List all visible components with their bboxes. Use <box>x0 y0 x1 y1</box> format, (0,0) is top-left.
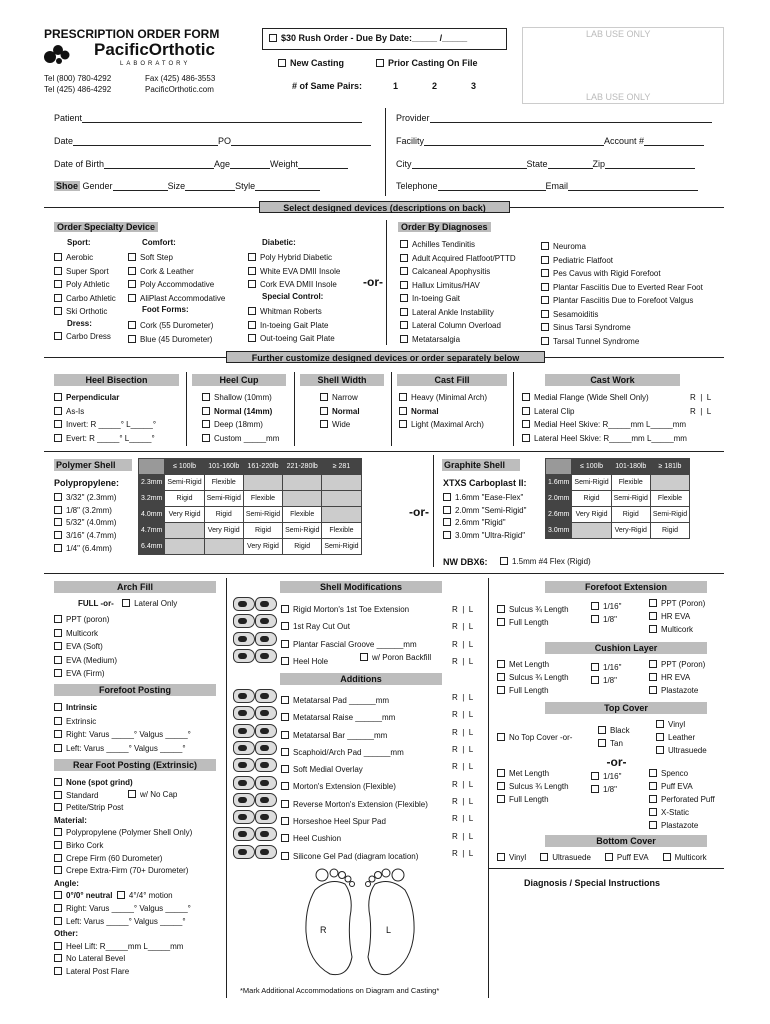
polymer-option-1[interactable]: 1/8" (3.2mm) <box>54 505 116 518</box>
polymer-option-4[interactable]: 1/4" (6.4mm) <box>54 543 116 556</box>
top-cover-2-option[interactable]: 1/8" <box>591 783 643 796</box>
arch-fill-option-4[interactable]: EVA (Firm) <box>54 667 117 681</box>
table-row: 2.0mm Rigid Semi-Rigid Flexible <box>546 491 690 507</box>
table-header: 161-220lb <box>243 459 282 475</box>
addition-option-4[interactable]: Soft Medial Overlay <box>281 761 428 778</box>
forefoot-posting-title: Forefoot Posting <box>54 684 216 696</box>
table-header: 101-160lb <box>204 459 243 475</box>
diabetic-heading: Diabetic: <box>262 238 296 247</box>
addition-option-0[interactable]: Metatarsal Pad ______mm <box>281 692 428 709</box>
top-cover-2-option[interactable]: Met Length <box>497 767 585 780</box>
diagnosis-option-7[interactable]: Metatarsalgia <box>400 333 516 347</box>
material-heading: Material: <box>54 815 87 825</box>
shell-width-option-2[interactable]: Wide <box>320 418 360 432</box>
foot-icon <box>255 758 277 772</box>
foot-icon <box>255 649 277 663</box>
material-option-3[interactable]: Crepe Extra-Firm (70+ Durometer) <box>54 865 192 878</box>
shell-mod-option-1[interactable]: 1st Ray Cut Out <box>281 618 417 635</box>
addition-option-6[interactable]: Reverse Morton's Extension (Flexible) <box>281 796 428 813</box>
foot-icon <box>233 632 255 646</box>
arch-fill-title: Arch Fill <box>54 581 216 593</box>
pairs-label: # of Same Pairs: <box>292 81 363 91</box>
polymer-option-0[interactable]: 3/32" (2.3mm) <box>54 492 116 505</box>
addition-option-2[interactable]: Metatarsal Bar ______mm <box>281 727 428 744</box>
rush-label: $30 Rush Order - Due By Date:_____ /_____ <box>281 33 468 43</box>
special-control-option-0[interactable]: Whitman Roberts <box>248 305 335 319</box>
polymer-table <box>138 458 362 555</box>
polymer-option-3[interactable]: 3/16" (4.7mm) <box>54 530 116 543</box>
top-cover-2-option[interactable]: Sulcus ¾ Length <box>497 780 585 793</box>
diagnosis-option-3[interactable]: Hallux Limitus/HAV <box>400 279 516 293</box>
patient-field[interactable] <box>82 115 362 123</box>
new-casting[interactable]: New Casting <box>278 58 344 68</box>
zip-field[interactable] <box>605 161 695 169</box>
diagnoses-title: Order By Diagnoses <box>398 222 491 232</box>
diagram-note: *Mark Additional Accommodations on Diagram and Casting* <box>240 986 440 995</box>
specialty-title: Order Specialty Device <box>54 222 158 232</box>
foot-icon <box>233 614 255 628</box>
cushion-option[interactable]: Plastazote <box>649 684 729 697</box>
graphite-table <box>545 458 690 539</box>
polymer-option-2[interactable]: 5/32" (4.0mm) <box>54 517 116 530</box>
arch-fill-option-3[interactable]: EVA (Medium) <box>54 654 117 668</box>
foot-icon <box>255 689 277 703</box>
rearfoot-title: Rear Foot Posting (Extrinsic) <box>54 759 216 771</box>
table-row: 3.0mm Very-Rigid Rigid <box>546 523 690 539</box>
rl-marker[interactable]: R | L <box>452 831 474 841</box>
diagnosis-option-2[interactable]: Calcaneal Apophysitis <box>400 265 516 279</box>
forefoot-ext-option[interactable]: 1/16" <box>591 600 643 613</box>
polymer-sub: Polypropylene: <box>54 478 120 488</box>
arch-fill-option-0[interactable]: PPT (poron) <box>54 613 117 627</box>
rl-marker[interactable]: R | L <box>452 622 474 632</box>
sport-heading: Sport: <box>67 238 91 247</box>
diagnosis-option-b-4[interactable]: Plantar Fasciitis Due to Forefoot Valgus <box>541 294 703 308</box>
lab-use-label-2: LAB USE ONLY <box>586 92 651 102</box>
pairs-2[interactable]: 2 <box>432 81 438 91</box>
top-cover-2-option[interactable]: Perforated Puff <box>649 793 729 806</box>
bottom-cover-option[interactable]: Multicork <box>663 853 707 862</box>
foot-form-option-1[interactable]: Blue (45 Durometer) <box>128 333 213 347</box>
foot-icon <box>233 758 255 772</box>
cast-work-rl: R | L R | L <box>690 393 712 416</box>
other-option-1[interactable]: No Lateral Bevel <box>54 953 192 966</box>
foot-icon <box>233 597 255 611</box>
diagnosis-option-b-5[interactable]: Sesamoiditis <box>541 308 703 322</box>
foot-icon <box>255 632 277 646</box>
cushion-title: Cushion Layer <box>545 642 707 654</box>
phone-2: Tel (425) 486-4292 <box>44 85 112 94</box>
divider <box>385 108 386 196</box>
cast-work-title: Cast Work <box>545 374 680 386</box>
date-field[interactable] <box>73 138 218 146</box>
special-control-option-2[interactable]: Out-toeing Gait Plate <box>248 332 335 346</box>
rl-marker[interactable]: R | L <box>452 710 474 720</box>
table-header: 221-280lb <box>283 459 322 475</box>
foot-icon <box>255 810 277 824</box>
foot-diagram[interactable] <box>290 862 430 982</box>
lab-use-label: LAB USE ONLY <box>586 29 651 39</box>
sport-option-2[interactable]: Poly Athletic <box>54 278 116 292</box>
angle-heading: Angle: <box>54 878 79 888</box>
sport-option-1[interactable]: Super Sport <box>54 265 116 279</box>
table-header: ≤ 100lb <box>572 459 611 475</box>
website: PacificOrthotic.com <box>145 85 214 94</box>
rl-marker[interactable]: R | L <box>452 745 474 755</box>
top-cover-option[interactable]: Ultrasuede <box>656 744 736 757</box>
foot-icon <box>233 649 255 663</box>
diabetic-option-1[interactable]: White EVA DMII Insole <box>248 265 340 279</box>
forefoot-ext-option[interactable]: Full Length <box>497 616 585 629</box>
sport-option-4[interactable]: Ski Orthotic <box>54 305 116 319</box>
table-header: ≥ 281 <box>322 459 361 475</box>
addition-option-9[interactable]: Silicone Gel Pad (diagram location) <box>281 848 428 865</box>
material-option-1[interactable]: Birko Cork <box>54 840 192 853</box>
cast-work-option-1[interactable]: Lateral Clip <box>522 405 687 419</box>
pairs-3[interactable]: 3 <box>471 81 477 91</box>
rl-marker[interactable]: R | L <box>452 656 474 666</box>
form-title: PRESCRIPTION ORDER FORM <box>44 27 220 41</box>
foot-icon <box>255 706 277 720</box>
facility-field[interactable] <box>424 138 604 146</box>
city-field[interactable] <box>412 161 527 169</box>
graphite-title: Graphite Shell <box>442 459 520 471</box>
heel-cup-title: Heel Cup <box>192 374 286 386</box>
top-cover-option[interactable]: Black <box>598 724 650 737</box>
graphite-option-3[interactable]: 3.0mm "Ultra-Rigid" <box>443 530 526 543</box>
rearfoot-option-0[interactable]: None (spot grind) <box>54 777 192 790</box>
carbo-dress[interactable]: Carbo Dress <box>54 332 111 341</box>
rl-marker[interactable]: R | L <box>452 605 474 614</box>
shoe-label: Shoe <box>56 181 79 191</box>
table-row: 4.0mm Very Rigid Rigid Semi-Rigid Flexible <box>139 507 362 523</box>
cushion-option[interactable]: 1/16" <box>591 661 643 674</box>
table-header: 101-180lb <box>611 459 650 475</box>
table-header: ≥ 181lb <box>650 459 689 475</box>
diagnosis-option-b-7[interactable]: Tarsal Tunnel Syndrome <box>541 335 703 349</box>
top-cover-option[interactable]: Tan <box>598 737 650 750</box>
top-cover-2-option[interactable]: X-Static <box>649 806 729 819</box>
diagnosis-option-6[interactable]: Lateral Column Overload <box>400 319 516 333</box>
special-control-option-1[interactable]: In-toeing Gait Plate <box>248 319 335 333</box>
dress-heading: Dress: <box>67 319 92 328</box>
foot-icon <box>255 741 277 755</box>
other-option-2[interactable]: Lateral Post Flare <box>54 966 192 979</box>
table-row: 2.3mm Semi-Rigid Flexible <box>139 475 362 491</box>
diabetic-option-0[interactable]: Poly Hybrid Diabetic <box>248 251 340 265</box>
arch-fill-option-2[interactable]: EVA (Soft) <box>54 640 117 654</box>
diagram-l: L <box>386 925 392 935</box>
special-control-heading: Special Control: <box>262 292 324 301</box>
shell-mod-option-0[interactable]: Rigid Morton's 1st Toe Extension <box>281 601 417 618</box>
or-divider-3: -or- <box>606 755 627 769</box>
foot-icon <box>233 776 255 790</box>
graphite-option-1[interactable]: 2.0mm "Semi-Rigid" <box>443 505 526 518</box>
comfort-option-1[interactable]: Cork & Leather <box>128 265 225 279</box>
rl-marker[interactable]: R | L <box>452 779 474 789</box>
rl-marker[interactable]: R | L <box>452 639 474 649</box>
other-option-0[interactable]: Heel Lift: R_____mm L_____mm <box>54 941 192 954</box>
weight-field[interactable] <box>298 161 348 169</box>
diagnosis-option-b-1[interactable]: Pediatric Flatfoot <box>541 254 703 268</box>
cushion-option[interactable]: HR EVA <box>649 671 729 684</box>
table-header: ≤ 100lb <box>165 459 204 475</box>
rearfoot-option-2[interactable]: Petite/Strip Post <box>54 802 192 815</box>
angle-option-0[interactable]: Right: Varus _____° Valgus _____° <box>54 903 192 916</box>
email-field[interactable] <box>568 183 698 191</box>
foot-icon <box>255 793 277 807</box>
lateral-only[interactable]: Lateral Only <box>134 599 178 608</box>
sport-option-0[interactable]: Aerobic <box>54 251 116 265</box>
other-heading: Other: <box>54 929 78 939</box>
cushion-option[interactable]: 1/8" <box>591 674 643 687</box>
heel-cup-option-2[interactable]: Deep (18mm) <box>202 418 279 432</box>
heel-bisection-option-2[interactable]: Invert: R _____° L_____° <box>54 418 156 432</box>
comfort-heading: Comfort: <box>142 238 176 247</box>
graphite-option-2[interactable]: 2.6mm "Rigid" <box>443 517 526 530</box>
nw-label: NW DBX6: <box>443 557 488 567</box>
foot-icon <box>233 827 255 841</box>
foot-icon <box>233 724 255 738</box>
foot-icon <box>233 793 255 807</box>
comfort-option-0[interactable]: Soft Step <box>128 251 225 265</box>
cushion-option[interactable]: Full Length <box>497 684 585 697</box>
graphite-option-0[interactable]: 1.6mm "Ease-Flex" <box>443 492 526 505</box>
foot-icon <box>255 776 277 790</box>
cushion-option[interactable]: PPT (Poron) <box>649 658 729 671</box>
table-row: 6.4mm Very Rigid Rigid Semi-Rigid <box>139 539 362 555</box>
nw-option[interactable]: 1.5mm #4 Flex (Rigid) <box>500 557 591 566</box>
forefoot-ext-option[interactable]: HR EVA <box>649 610 729 623</box>
cast-work-option-3[interactable]: Lateral Heel Skive: R_____mm L_____mm <box>522 432 687 446</box>
diagnosis-option-5[interactable]: Lateral Ankle Instability <box>400 306 516 320</box>
heel-cup-option-3[interactable]: Custom _____mm <box>202 432 279 446</box>
shell-width-option-0[interactable]: Narrow <box>320 391 360 405</box>
foot-icon <box>233 845 255 859</box>
state-field[interactable] <box>548 161 593 169</box>
angle-option-1[interactable]: Left: Varus _____° Valgus _____° <box>54 916 192 929</box>
diagnosis-option-4[interactable]: In-toeing Gait <box>400 292 516 306</box>
addition-option-8[interactable]: Heel Cushion <box>281 830 428 847</box>
shell-width-option-1[interactable]: Normal <box>320 405 360 419</box>
shell-mod-option-2[interactable]: Plantar Fascial Groove ______mm <box>281 636 417 653</box>
forefoot-ext-option[interactable]: Sulcus ¾ Length <box>497 603 585 616</box>
forefoot-posting-option-1[interactable]: Extrinsic <box>54 715 191 729</box>
graphite-sub: XTXS Carboplast II: <box>443 478 527 488</box>
forefoot-ext-title: Forefoot Extension <box>545 581 707 593</box>
rl-marker[interactable]: R | L <box>452 796 474 806</box>
forefoot-posting-option-0[interactable]: Intrinsic <box>54 701 191 715</box>
forefoot-posting-option-3[interactable]: Left: Varus _____° Valgus _____° <box>54 742 191 756</box>
no-top-cover[interactable]: No Top Cover -or- <box>497 731 592 757</box>
top-cover-option[interactable]: Leather <box>656 731 736 744</box>
forefoot-posting-option-2[interactable]: Right: Varus _____° Valgus _____° <box>54 728 191 742</box>
fax: Fax (425) 486-3553 <box>145 74 216 83</box>
material-option-2[interactable]: Crepe Firm (60 Durometer) <box>54 853 192 866</box>
foot-icon <box>233 706 255 720</box>
comfort-option-2[interactable]: Poly Accommodative <box>128 278 225 292</box>
prior-casting[interactable]: Prior Casting On File <box>376 58 478 68</box>
rush-checkbox[interactable] <box>269 34 277 42</box>
heel-bisection-option-3[interactable]: Evert: R _____° L_____° <box>54 432 156 446</box>
diagnosis-option-b-0[interactable]: Neuroma <box>541 240 703 254</box>
foot-icon <box>255 845 277 859</box>
bottom-cover-option[interactable]: Vinyl <box>497 853 526 862</box>
material-option-0[interactable]: Polypropylene (Polymer Shell Only) <box>54 827 192 840</box>
cast-fill-option-0[interactable]: Heavy (Minimal Arch) <box>399 391 487 405</box>
top-cover-2-option[interactable]: Plastazote <box>649 819 729 832</box>
angle-neutral[interactable]: 0°/0° neutral 4°/4° motion <box>54 890 192 903</box>
cast-fill-option-2[interactable]: Light (Maximal Arch) <box>399 418 487 432</box>
dob-field[interactable] <box>104 161 214 169</box>
style-field[interactable] <box>255 183 320 191</box>
logo-subtext: LABORATORY <box>120 61 191 67</box>
logo-text: PacificOrthotic <box>94 40 215 59</box>
foot-icon <box>255 614 277 628</box>
diagnosis-instructions-label: Diagnosis / Special Instructions <box>524 878 661 888</box>
rl-marker[interactable]: R | L <box>452 848 474 858</box>
cushion-option[interactable]: Sulcus ¾ Length <box>497 671 585 684</box>
cast-work-option-0[interactable]: Medial Flange (Wide Shell Only) <box>522 391 687 405</box>
top-cover-2-option[interactable]: Full Length <box>497 793 585 806</box>
top-cover-title: Top Cover <box>545 702 707 714</box>
diagnosis-option-1[interactable]: Adult Acquired Flatfoot/PTTD <box>400 252 516 266</box>
addition-option-7[interactable]: Horseshoe Heel Spur Pad <box>281 813 428 830</box>
rl-marker[interactable]: R | L <box>452 727 474 737</box>
heel-bisection-option-0[interactable]: Perpendicular <box>54 391 156 405</box>
table-row: 3.2mm Rigid Semi-Rigid Flexible <box>139 491 362 507</box>
table-row: 2.6mm Very Rigid Rigid Semi-Rigid <box>546 507 690 523</box>
bottom-cover-title: Bottom Cover <box>545 835 707 847</box>
or-divider: -or- <box>363 275 383 289</box>
diagram-r: R <box>320 925 327 935</box>
heel-cup-option-1[interactable]: Normal (14mm) <box>202 405 279 419</box>
additions-title: Additions <box>280 673 442 685</box>
cast-work-option-2[interactable]: Medial Heel Skive: R_____mm L_____mm <box>522 418 687 432</box>
po-field[interactable] <box>231 138 371 146</box>
top-cover-2-option[interactable]: Spenco <box>649 767 729 780</box>
foot-icon <box>233 741 255 755</box>
foot-icon <box>233 810 255 824</box>
or-divider-2: -or- <box>409 505 429 519</box>
rush-order-box[interactable] <box>262 28 507 50</box>
forefoot-ext-option[interactable]: PPT (Poron) <box>649 597 729 610</box>
table-row: 1.6mm Semi-Rigid Flexible <box>546 475 690 491</box>
forefoot-ext-option[interactable]: 1/8" <box>591 613 643 626</box>
addition-option-3[interactable]: Scaphoid/Arch Pad ______mm <box>281 744 428 761</box>
diabetic-option-2[interactable]: Cork EVA DMII Insole <box>248 278 340 292</box>
cushion-option[interactable]: Met Length <box>497 658 585 671</box>
forefoot-ext-option[interactable]: Multicork <box>649 623 729 636</box>
top-cover-2-option[interactable]: 1/16" <box>591 770 643 783</box>
foot-form-option-0[interactable]: Cork (55 Durometer) <box>128 319 213 333</box>
no-cap-option[interactable]: w/ No Cap <box>128 790 177 799</box>
foot-icon <box>255 597 277 611</box>
heel-cup-option-0[interactable]: Shallow (10mm) <box>202 391 279 405</box>
foot-forms-heading: Foot Forms: <box>142 305 189 314</box>
further-customize-bar: Further customize designed devices or order separately below <box>226 351 545 363</box>
shell-mod-option-3[interactable]: Heel Hole <box>281 653 417 670</box>
diagnosis-option-b-3[interactable]: Plantar Fasciitis Due to Everted Rear Foot <box>541 281 703 295</box>
select-devices-bar: Select designed devices (descriptions on back) <box>259 201 510 213</box>
comfort-option-3[interactable]: AliPlast Accommodative <box>128 292 225 306</box>
diagnosis-option-b-6[interactable]: Sinus Tarsi Syndrome <box>541 321 703 335</box>
telephone-field[interactable] <box>438 183 546 191</box>
bottom-cover-option[interactable]: Ultrasuede <box>540 853 591 862</box>
age-field[interactable] <box>230 161 270 169</box>
sport-option-3[interactable]: Carbo Athletic <box>54 292 116 306</box>
top-cover-option[interactable]: Vinyl <box>656 718 736 731</box>
diagnosis-option-b-2[interactable]: Pes Cavus with Rigid Forefoot <box>541 267 703 281</box>
foot-icon <box>255 827 277 841</box>
poron-backfill[interactable]: w/ Poron Backfill <box>360 653 431 662</box>
rl-marker[interactable]: R | L <box>452 762 474 772</box>
foot-outline-icon <box>290 862 430 982</box>
foot-icon <box>255 724 277 738</box>
addition-option-1[interactable]: Metatarsal Raise ______mm <box>281 709 428 726</box>
rl-marker[interactable]: R | L <box>452 693 474 703</box>
arch-fill-option-1[interactable]: Multicork <box>54 627 117 641</box>
bottom-cover-option[interactable]: Puff EVA <box>605 853 649 862</box>
foot-icon <box>233 689 255 703</box>
addition-option-5[interactable]: Morton's Extension (Flexible) <box>281 778 428 795</box>
rearfoot-option-1[interactable]: Standard <box>54 790 192 803</box>
logo-icon <box>44 42 70 66</box>
top-cover-2-option[interactable]: Puff EVA <box>649 780 729 793</box>
shell-width-title: Shell Width <box>300 374 384 386</box>
heel-bisection-option-1[interactable]: As-Is <box>54 405 156 419</box>
heel-bisection-title: Heel Bisection <box>54 374 179 386</box>
provider-field[interactable] <box>430 115 712 123</box>
gender-field[interactable] <box>113 183 168 191</box>
shell-mods-title: Shell Modifications <box>280 581 442 593</box>
size-field[interactable] <box>185 183 235 191</box>
phone-1: Tel (800) 780-4292 <box>44 74 112 83</box>
logo <box>44 42 70 66</box>
polymer-title: Polymer Shell <box>54 459 132 471</box>
cast-fill-option-1[interactable]: Normal <box>399 405 487 419</box>
diagnosis-option-0[interactable]: Achilles Tendinitis <box>400 238 516 252</box>
table-row: 4.7mm Very Rigid Rigid Semi-Rigid Flexible <box>139 523 362 539</box>
cast-fill-title: Cast Fill <box>397 374 507 386</box>
pairs-1[interactable]: 1 <box>393 81 399 91</box>
rl-marker[interactable]: R | L <box>452 814 474 824</box>
account-field[interactable] <box>644 138 704 146</box>
